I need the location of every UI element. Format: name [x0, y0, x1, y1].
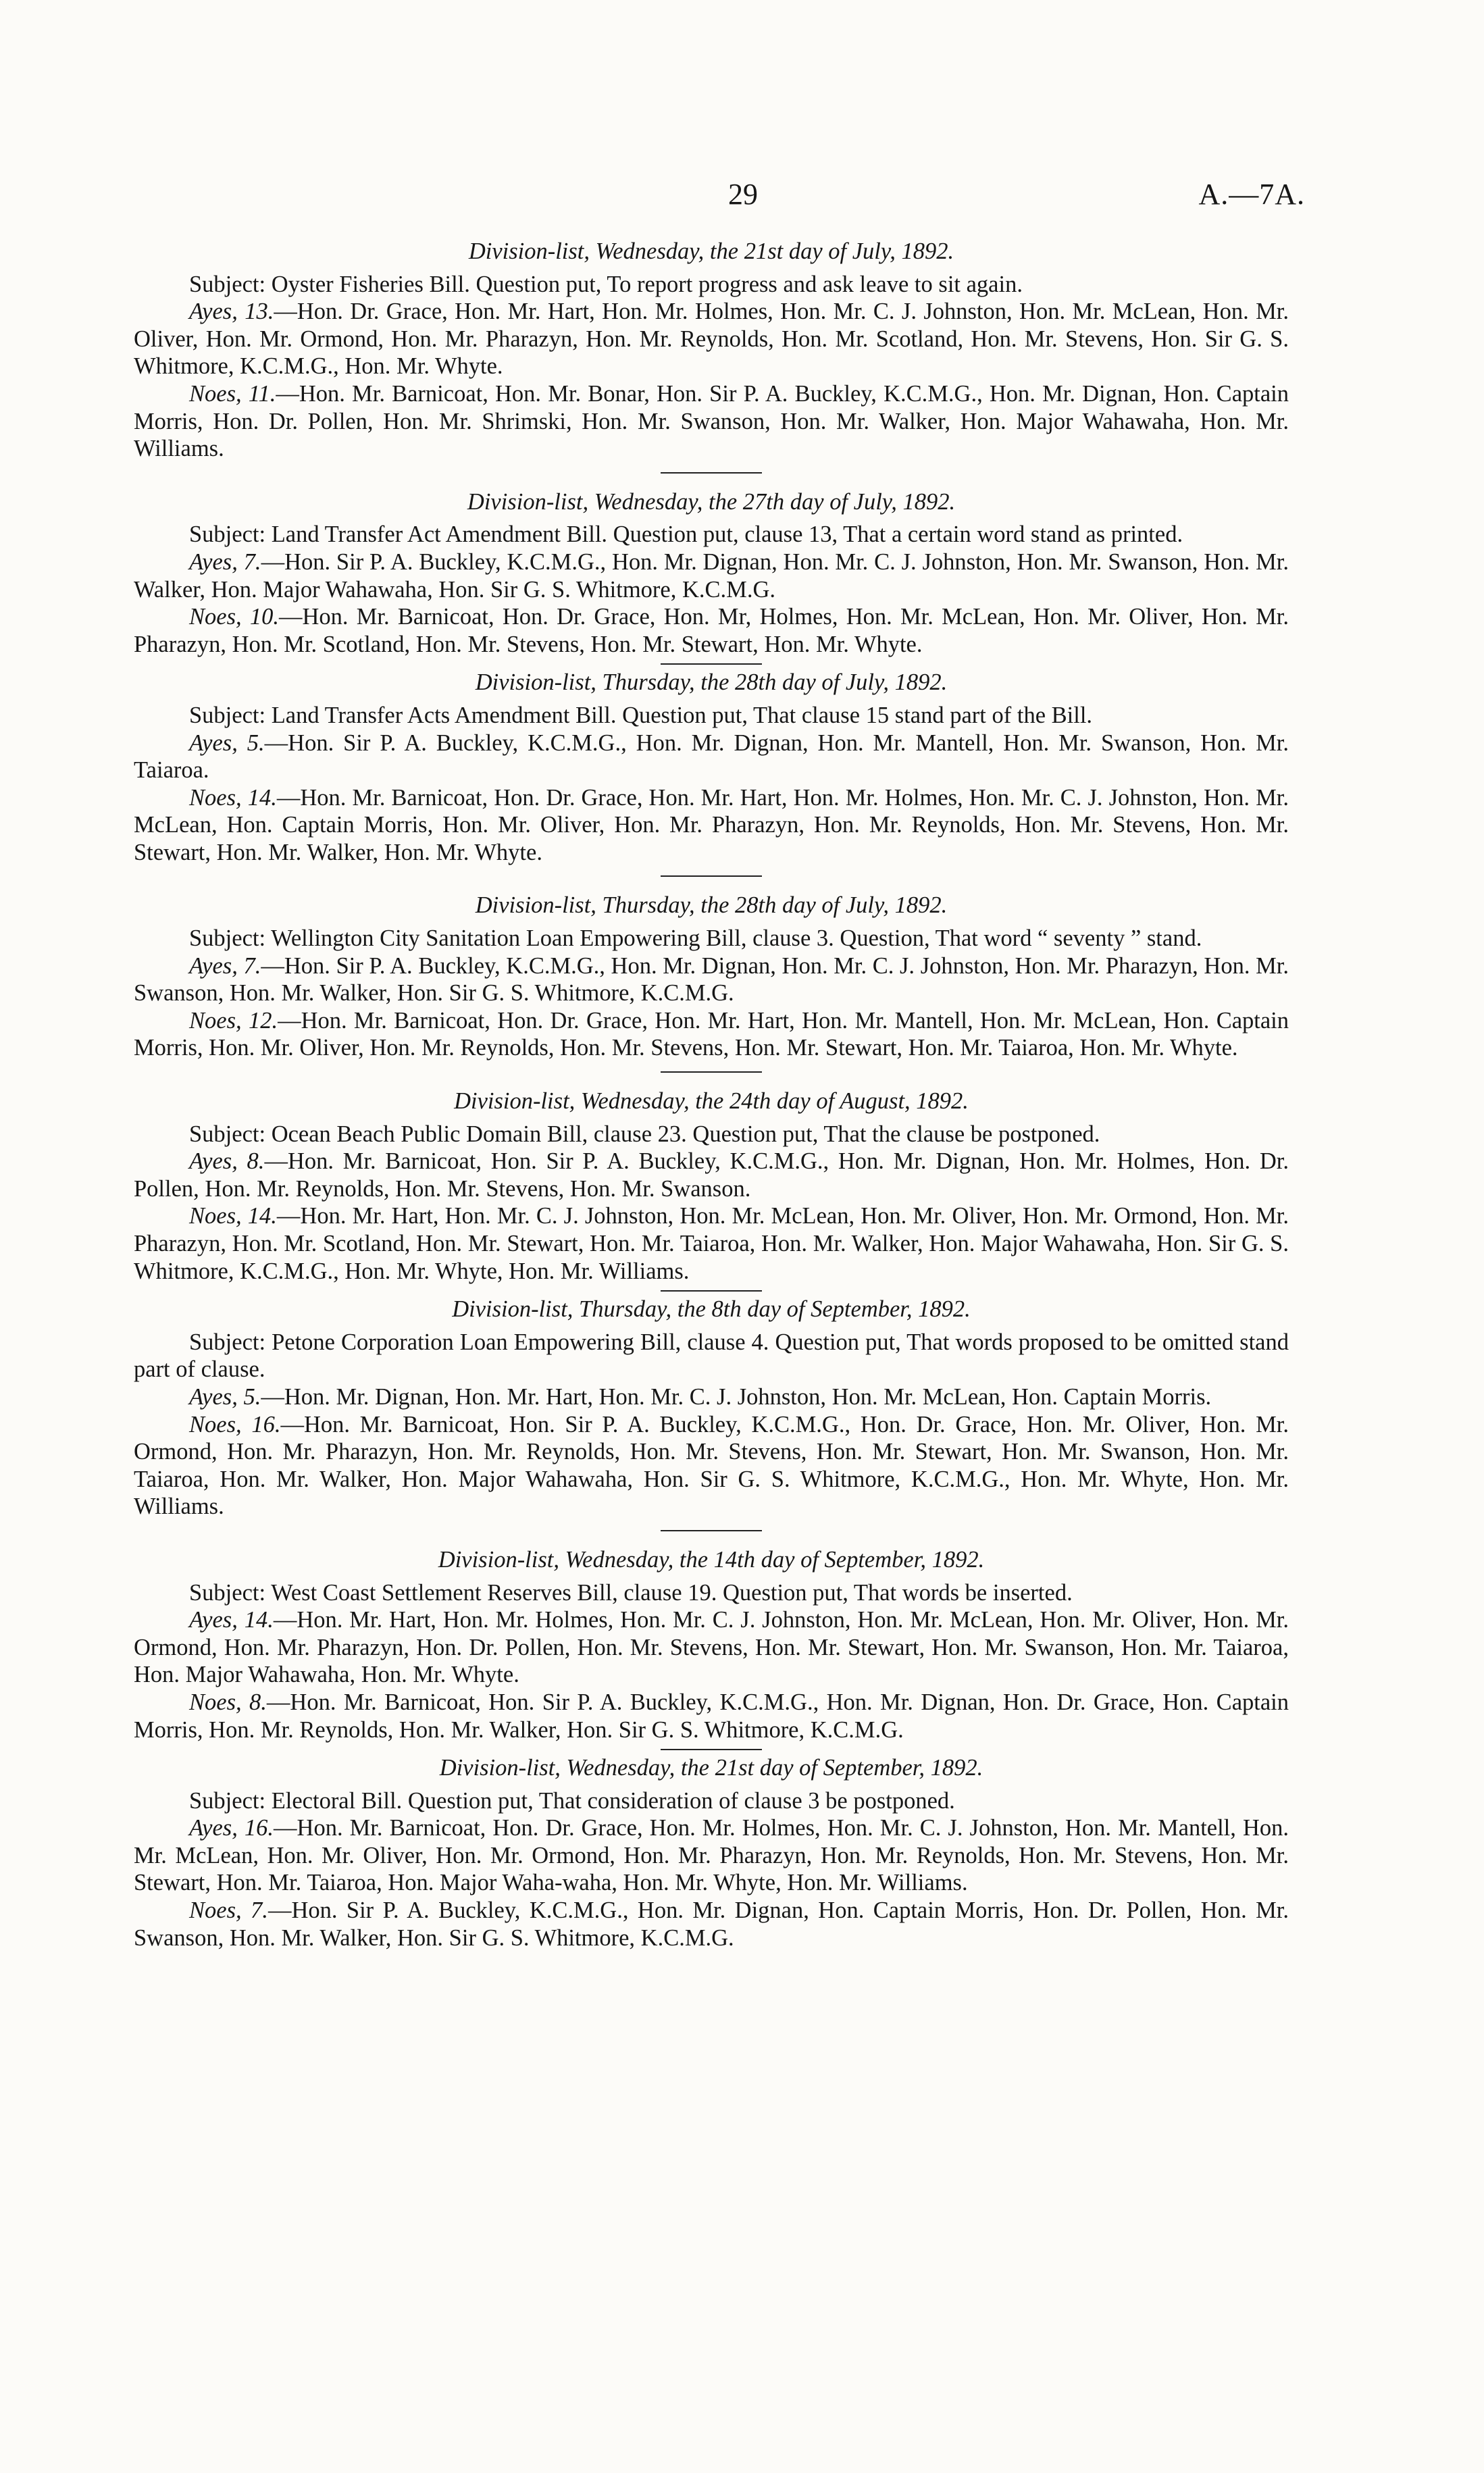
ayes-names: —Hon. Sir P. A. Buckley, K.C.M.G., Hon. Mr. Dignan, Hon. Mr. Mantell, Hon. Mr. Swanson, Hon. Mr. Taiaroa. — [134, 730, 1289, 784]
noes-label: Noes, 14. — [189, 1203, 277, 1229]
division-subject: Subject: Wellington City Sanitation Loan Empowering Bill, clause 3. Question, That word “ seventy ” stand. — [189, 925, 1202, 952]
noes-label: Noes, 11. — [189, 380, 276, 407]
noes-paragraph — [134, 1689, 1289, 1743]
noes-names: —Hon. Mr. Barnicoat, Hon. Mr. Bonar, Hon. Sir P. A. Buckley, K.C.M.G., Hon. Mr. Dignan, Hon. Captain Morris, Hon. Dr. Pollen, Hon. Mr. Shrimski, Hon. Mr. Swanson, Hon. Mr. Walker, Hon. Major Wahawaha, Hon. Mr. Williams. — [134, 380, 1289, 462]
ayes-paragraph — [134, 730, 1289, 784]
noes-paragraph — [134, 380, 1289, 463]
noes-names: —Hon. Mr. Barnicoat, Hon. Dr. Grace, Hon. Mr, Holmes, Hon. Mr. McLean, Hon. Mr. Oliver, Hon. Mr. Pharazyn, Hon. Mr. Scotland, Hon. Mr. Stevens, Hon. Mr. Stewart, Hon. Mr. Whyte. — [134, 604, 1289, 657]
page-header — [0, 177, 1484, 218]
ayes-names: —Hon. Mr. Hart, Hon. Mr. Holmes, Hon. Mr. C. J. Johnston, Hon. Mr. McLean, Hon. Mr. Oliver, Hon. Mr. Ormond, Hon. Mr. Pharazyn, Hon. Dr. Pollen, Hon. Mr. Stevens, Hon. Mr. Stewart, Hon. Mr. Swanson, Hon. Mr. Taiaroa, Hon. Major Wahawaha, Hon. Mr. Whyte. — [134, 1607, 1289, 1688]
division-title: Division-list, Wednesday, the 24th day of August, 1892. — [454, 1088, 969, 1115]
noes-names: —Hon. Mr. Barnicoat, Hon. Dr. Grace, Hon. Mr. Hart, Hon. Mr. Mantell, Hon. Mr. McLean, Hon. Captain Morris, Hon. Mr. Oliver, Hon. Mr. Reynolds, Hon. Mr. Stevens, Hon. Mr. Stewart, Hon. Mr. Taiaroa, Hon. Mr. Whyte. — [134, 1007, 1289, 1061]
division-list-4 — [134, 892, 1289, 1062]
division-subject: Subject: Oyster Fisheries Bill. Question put, To report progress and ask leave to sit again. — [189, 271, 1023, 297]
noes-label: Noes, 12. — [189, 1007, 278, 1034]
division-title: Division-list, Wednesday, the 27th day of July, 1892. — [467, 488, 956, 515]
ayes-label: Ayes, 16. — [189, 1815, 274, 1841]
page-number: 29 — [728, 178, 758, 211]
ayes-names: —Hon. Mr. Barnicoat, Hon. Sir P. A. Buckley, K.C.M.G., Hon. Mr. Dignan, Hon. Mr. Holmes, Hon. Dr. Pollen, Hon. Mr. Reynolds, Hon. Mr. Stevens, Hon. Mr. Swanson. — [134, 1148, 1289, 1202]
section-divider — [661, 1749, 762, 1750]
noes-label: Noes, 8. — [189, 1689, 267, 1715]
noes-label: Noes, 10. — [189, 604, 279, 630]
noes-paragraph — [134, 1202, 1289, 1285]
division-list-6 — [134, 1296, 1289, 1521]
ayes-label: Ayes, 13. — [189, 299, 274, 325]
noes-label: Noes, 7. — [189, 1897, 268, 1924]
ayes-paragraph — [134, 549, 1289, 603]
ayes-paragraph — [134, 298, 1289, 380]
division-subject: Subject: Land Transfer Acts Amendment Bill. Question put, That clause 15 stand part of the Bill. — [189, 702, 1093, 728]
division-lists — [134, 238, 1289, 1952]
ayes-label: Ayes, 7. — [189, 952, 261, 979]
noes-paragraph — [134, 1007, 1289, 1062]
ayes-paragraph — [134, 1383, 1289, 1411]
division-list-5 — [134, 1088, 1289, 1285]
section-divider — [661, 1530, 762, 1531]
noes-names: —Hon. Mr. Barnicoat, Hon. Dr. Grace, Hon. Mr. Hart, Hon. Mr. Holmes, Hon. Mr. C. J. Johnston, Hon. Mr. McLean, Hon. Captain Morris, Hon. Mr. Oliver, Hon. Mr. Pharazyn, Hon. Mr. Reynolds, Hon. Mr. Stevens, Hon. Mr. Stewart, Hon. Mr. Walker, Hon. Mr. Whyte. — [134, 784, 1289, 865]
division-subject: Subject: Electoral Bill. Question put, That consideration of clause 3 be postponed. — [189, 1787, 955, 1814]
division-list-1 — [134, 238, 1289, 463]
division-list-3 — [134, 669, 1289, 866]
division-subject: Subject: West Coast Settlement Reserves Bill, clause 19. Question put, That words be inserted. — [189, 1579, 1073, 1606]
section-divider — [661, 1290, 762, 1292]
ayes-names: —Hon. Sir P. A. Buckley, K.C.M.G., Hon. Mr. Dignan, Hon. Mr. C. J. Johnston, Hon. Mr. Pharazyn, Hon. Mr. Swanson, Hon. Mr. Walker, Hon. Sir G. S. Whitmore, K.C.M.G. — [134, 952, 1289, 1006]
noes-paragraph — [134, 1897, 1289, 1952]
noes-label: Noes, 16. — [189, 1411, 281, 1437]
noes-names: —Hon. Sir P. A. Buckley, K.C.M.G., Hon. Mr. Dignan, Hon. Captain Morris, Hon. Dr. Pollen, Hon. Mr. Swanson, Hon. Mr. Walker, Hon. Sir G. S. Whitmore, K.C.M.G. — [134, 1897, 1289, 1951]
section-divider — [661, 1071, 762, 1073]
noes-label: Noes, 14. — [189, 784, 277, 811]
ayes-label: Ayes, 7. — [189, 549, 261, 575]
section-divider — [661, 663, 762, 665]
division-title: Division-list, Thursday, the 28th day of July, 1892. — [475, 892, 948, 919]
noes-names: —Hon. Mr. Barnicoat, Hon. Sir P. A. Buckley, K.C.M.G., Hon. Dr. Grace, Hon. Mr. Oliver, Hon. Mr. Ormond, Hon. Mr. Pharazyn, Hon. Mr. Reynolds, Hon. Mr. Stevens, Hon. Mr. Stewart, Hon. Mr. Swanson, Hon. Mr. Taiaroa, Hon. Mr. Walker, Hon. Major Wahawaha, Hon. Sir G. S. Whitmore, K.C.M.G., Hon. Mr. Whyte, Hon. Mr. Williams. — [134, 1411, 1289, 1520]
division-title: Division-list, Wednesday, the 21st day of July, 1892. — [468, 238, 954, 264]
ayes-paragraph — [134, 1606, 1289, 1689]
section-divider — [661, 472, 762, 474]
noes-paragraph — [134, 1411, 1289, 1521]
noes-names: —Hon. Mr. Hart, Hon. Mr. C. J. Johnston, Hon. Mr. McLean, Hon. Mr. Oliver, Hon. Mr. Ormond, Hon. Mr. Pharazyn, Hon. Mr. Scotland, Hon. Mr. Stewart, Hon. Mr. Taiaroa, Hon. Mr. Walker, Hon. Major Wahawaha, Hon. Sir G. S. Whitmore, K.C.M.G., Hon. Mr. Whyte, Hon. Mr. Williams. — [134, 1203, 1289, 1284]
division-subject: Subject: Petone Corporation Loan Empowering Bill, clause 4. Question put, That words proposed to be omitted stand part of clause. — [134, 1329, 1289, 1383]
ayes-label: Ayes, 5. — [189, 1383, 261, 1410]
ayes-names: —Hon. Mr. Dignan, Hon. Mr. Hart, Hon. Mr. C. J. Johnston, Hon. Mr. McLean, Hon. Captain Morris. — [261, 1383, 1212, 1410]
paper-reference: A.—7A. — [1198, 178, 1305, 211]
division-list-8 — [134, 1754, 1289, 1952]
ayes-paragraph — [134, 952, 1289, 1007]
noes-paragraph — [134, 784, 1289, 867]
division-title: Division-list, Thursday, the 8th day of September, 1892. — [452, 1296, 971, 1323]
division-title: Division-list, Wednesday, the 21st day of September, 1892. — [439, 1755, 983, 1781]
division-subject: Subject: Land Transfer Act Amendment Bill. Question put, clause 13, That a certain word stand as printed. — [189, 521, 1183, 548]
division-list-7 — [134, 1546, 1289, 1743]
ayes-names: —Hon. Mr. Barnicoat, Hon. Dr. Grace, Hon. Mr. Holmes, Hon. Mr. C. J. Johnston, Hon. Mr. Mantell, Hon. Mr. McLean, Hon. Mr. Oliver, Hon. Mr. Ormond, Hon. Mr. Pharazyn, Hon. Mr. Reynolds, Hon. Mr. Stevens, Hon. Mr. Stewart, Hon. Mr. Taiaroa, Hon. Major Waha-waha, Hon. Mr. Whyte, Hon. Mr. Williams. — [134, 1815, 1289, 1896]
section-divider — [661, 875, 762, 877]
noes-paragraph — [134, 603, 1289, 658]
ayes-paragraph — [134, 1148, 1289, 1202]
noes-names: —Hon. Mr. Barnicoat, Hon. Sir P. A. Buckley, K.C.M.G., Hon. Mr. Dignan, Hon. Dr. Grace, Hon. Captain Morris, Hon. Mr. Reynolds, Hon. Mr. Walker, Hon. Sir G. S. Whitmore, K.C.M.G. — [134, 1689, 1289, 1743]
division-title: Division-list, Thursday, the 28th day of July, 1892. — [475, 669, 948, 696]
ayes-names: —Hon. Dr. Grace, Hon. Mr. Hart, Hon. Mr. Holmes, Hon. Mr. C. J. Johnston, Hon. Mr. McLean, Hon. Mr. Oliver, Hon. Mr. Ormond, Hon. Mr. Pharazyn, Hon. Mr. Reynolds, Hon. Mr. Scotland, Hon. Mr. Stevens, Hon. Sir G. S. Whitmore, K.C.M.G., Hon. Mr. Whyte. — [134, 299, 1289, 380]
ayes-label: Ayes, 5. — [189, 730, 265, 756]
division-subject: Subject: Ocean Beach Public Domain Bill, clause 23. Question put, That the clause be postponed. — [189, 1121, 1100, 1147]
ayes-label: Ayes, 8. — [189, 1148, 265, 1175]
ayes-paragraph — [134, 1814, 1289, 1897]
division-title: Division-list, Wednesday, the 14th day of September, 1892. — [438, 1546, 985, 1573]
division-list-2 — [134, 488, 1289, 659]
ayes-label: Ayes, 14. — [189, 1607, 274, 1633]
ayes-names: —Hon. Sir P. A. Buckley, K.C.M.G., Hon. Mr. Dignan, Hon. Mr. C. J. Johnston, Hon. Mr. Swanson, Hon. Mr. Walker, Hon. Major Wahawaha, Hon. Sir G. S. Whitmore, K.C.M.G. — [134, 549, 1289, 603]
